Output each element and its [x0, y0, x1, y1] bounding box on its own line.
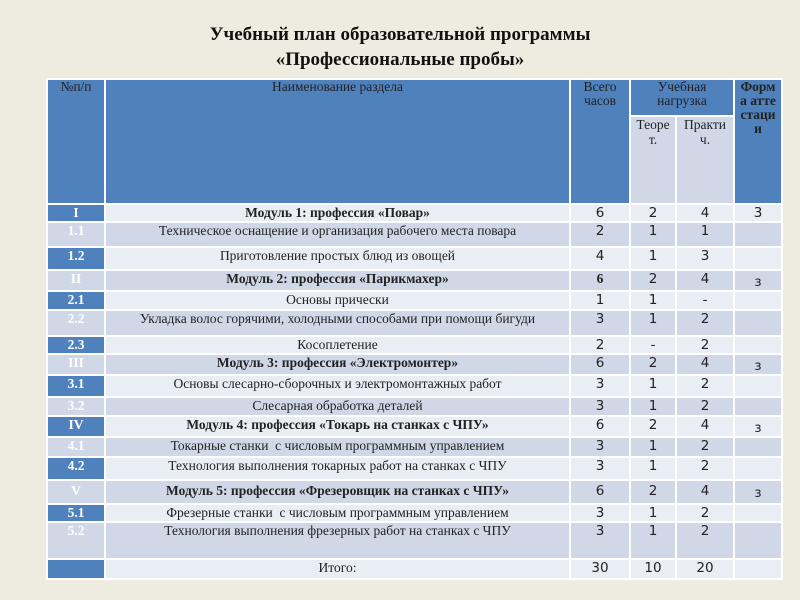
- cell-practice: 2: [676, 375, 734, 397]
- cell-total: 3: [570, 375, 630, 397]
- cell-theory: 2: [630, 270, 676, 291]
- row-num: 5.1: [47, 504, 105, 522]
- cell-attest: [734, 222, 782, 247]
- table-row: [47, 247, 782, 270]
- cell-total: 4: [570, 247, 630, 270]
- row-num: 5.2: [47, 522, 105, 559]
- cell-practice: -: [676, 291, 734, 310]
- cell-practice: 3: [676, 247, 734, 270]
- cell-total: 1: [570, 291, 630, 310]
- row-num: III: [47, 354, 105, 375]
- cell-theory: 1: [630, 222, 676, 247]
- table-row: [47, 291, 782, 310]
- cell-total: 6: [570, 416, 630, 437]
- cell-total: 6: [570, 204, 630, 222]
- cell-total: 3: [570, 437, 630, 457]
- module-title: Модуль 3: профессия «Электромонтер»: [105, 354, 570, 375]
- module-title: Модуль 4: профессия «Токарь на станках с ЧПУ»: [105, 416, 570, 437]
- cell-attest: 3: [734, 204, 782, 222]
- cell-theory: 1: [630, 310, 676, 336]
- cell-practice: 2: [676, 457, 734, 480]
- section-name: Укладка волос горячими, холодными способами при помощи бигуди: [105, 310, 570, 336]
- cell-practice: 4: [676, 270, 734, 291]
- cell-practice: 4: [676, 354, 734, 375]
- cell-theory: 1: [630, 504, 676, 522]
- table-row: [47, 375, 782, 397]
- module-title: Модуль 5: профессия «Фрезеровщик на станках с ЧПУ»: [105, 480, 570, 504]
- row-num: [47, 559, 105, 579]
- cell-total: 2: [570, 336, 630, 354]
- cell-total: 3: [570, 504, 630, 522]
- title-line-1: Учебный план образовательной программы: [209, 24, 591, 45]
- cell-attest: [734, 504, 782, 522]
- table-row: [47, 437, 782, 457]
- cell-total: 6: [570, 480, 630, 504]
- table-row: [47, 522, 782, 559]
- header-total: Всего часов: [570, 79, 630, 204]
- cell-attest: з: [734, 416, 782, 437]
- cell-practice: 2: [676, 310, 734, 336]
- row-num: II: [47, 270, 105, 291]
- row-num: 2.3: [47, 336, 105, 354]
- cell-practice: 1: [676, 222, 734, 247]
- cell-theory: 2: [630, 354, 676, 375]
- cell-attest: [734, 247, 782, 270]
- section-name: Технология выполнения токарных работ на станках с ЧПУ: [105, 457, 570, 480]
- row-num: I: [47, 204, 105, 222]
- cell-theory: 1: [630, 247, 676, 270]
- cell-theory: 2: [630, 204, 676, 222]
- table-row: [47, 457, 782, 480]
- cell-theory: 1: [630, 397, 676, 416]
- cell-attest: [734, 397, 782, 416]
- module-title: Модуль 2: профессия «Парикмахер»: [105, 270, 570, 291]
- table-row: [47, 336, 782, 354]
- table-row: [47, 397, 782, 416]
- total-label: Итого:: [105, 559, 570, 579]
- cell-attest: [734, 336, 782, 354]
- cell-theory: 1: [630, 291, 676, 310]
- section-name: Техническое оснащение и организация рабочего места повара: [105, 222, 570, 247]
- module-title: Модуль 1: профессия «Повар»: [105, 204, 570, 222]
- header-attest: Форма аттестации: [734, 79, 782, 204]
- cell-practice: 4: [676, 204, 734, 222]
- header-load: Учебная нагрузка: [630, 79, 734, 116]
- section-name: Слесарная обработка деталей: [105, 397, 570, 416]
- cell-practice: 2: [676, 336, 734, 354]
- header-name: Наименование раздела: [105, 79, 570, 204]
- cell-practice: 4: [676, 416, 734, 437]
- cell-theory: 2: [630, 480, 676, 504]
- cell-total: 3: [570, 310, 630, 336]
- cell-practice: 2: [676, 397, 734, 416]
- cell-attest: з: [734, 480, 782, 504]
- cell-theory: 1: [630, 457, 676, 480]
- cell-total: 3: [570, 522, 630, 559]
- cell-practice: 4: [676, 480, 734, 504]
- section-name: Основы слесарно-сборочных и электромонтажных работ: [105, 375, 570, 397]
- cell-theory: 1: [630, 375, 676, 397]
- row-num: 4.2: [47, 457, 105, 480]
- row-num: 3.1: [47, 375, 105, 397]
- header-theory: Теорет.: [630, 116, 676, 204]
- header-practice: Практич.: [676, 116, 734, 204]
- section-name: Косоплетение: [105, 336, 570, 354]
- cell-practice: 2: [676, 437, 734, 457]
- total-hours: 30: [570, 559, 630, 579]
- total-practice: 20: [676, 559, 734, 579]
- row-num: 1.2: [47, 247, 105, 270]
- cell-attest: з: [734, 270, 782, 291]
- row-num: 2.1: [47, 291, 105, 310]
- row-num: 2.2: [47, 310, 105, 336]
- total-attest: [734, 559, 782, 579]
- header-num: №п/п: [47, 79, 105, 204]
- cell-theory: 1: [630, 437, 676, 457]
- row-num: 4.1: [47, 437, 105, 457]
- section-name: Основы прически: [105, 291, 570, 310]
- page-title: [0, 22, 800, 72]
- total-row: [47, 559, 782, 579]
- cell-practice: 2: [676, 504, 734, 522]
- cell-attest: з: [734, 354, 782, 375]
- cell-attest: [734, 310, 782, 336]
- cell-theory: -: [630, 336, 676, 354]
- table-row: [47, 270, 782, 291]
- cell-attest: [734, 437, 782, 457]
- table-row: [47, 416, 782, 437]
- table-row: [47, 480, 782, 504]
- curriculum-table: [46, 78, 783, 580]
- section-name: Токарные станки с числовым программным управлением: [105, 437, 570, 457]
- cell-attest: [734, 291, 782, 310]
- section-name: Приготовление простых блюд из овощей: [105, 247, 570, 270]
- cell-attest: [734, 522, 782, 559]
- title-line-2: «Профессиональные пробы»: [275, 49, 525, 70]
- cell-attest: [734, 375, 782, 397]
- row-num: IV: [47, 416, 105, 437]
- cell-total: 6: [570, 270, 630, 291]
- section-name: Технология выполнения фрезерных работ на станках с ЧПУ: [105, 522, 570, 559]
- row-num: 1.1: [47, 222, 105, 247]
- row-num: V: [47, 480, 105, 504]
- cell-theory: 2: [630, 416, 676, 437]
- total-theory: 10: [630, 559, 676, 579]
- cell-total: 3: [570, 457, 630, 480]
- table-row: [47, 222, 782, 247]
- cell-total: 6: [570, 354, 630, 375]
- table-row: [47, 504, 782, 522]
- table-row: [47, 204, 782, 222]
- cell-theory: 1: [630, 522, 676, 559]
- table-row: [47, 310, 782, 336]
- cell-total: 2: [570, 222, 630, 247]
- cell-attest: [734, 457, 782, 480]
- row-num: 3.2: [47, 397, 105, 416]
- section-name: Фрезерные станки с числовым программным управлением: [105, 504, 570, 522]
- cell-practice: 2: [676, 522, 734, 559]
- cell-total: 3: [570, 397, 630, 416]
- table-row: [47, 354, 782, 375]
